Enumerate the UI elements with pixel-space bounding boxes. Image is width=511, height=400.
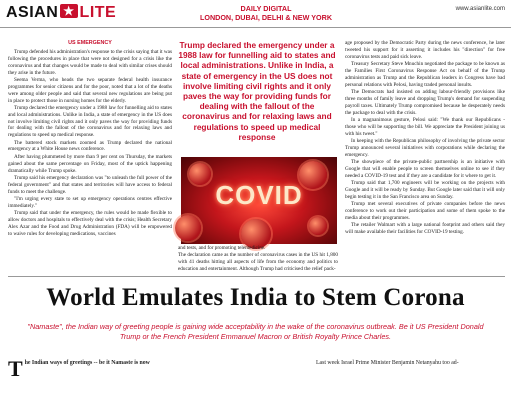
paragraph: Treasury Secretary Steve Mnuchin negotiated the package to be known as the Families First Coronavirus Response Act on behalf of the Trump administration as Trump and the Republican leaders in Congress have bad personal relations with Pelosi, having traded personal insults. <box>345 61 505 88</box>
lead-text: he Indian ways of greetings -- be it Namaste is now <box>24 360 150 366</box>
pull-quote: Trump declared the emergency under a 1988 law for funnelling aid to states and local administrations. Unlike in India, a state of emergency in the US does not involve limiting civil rights and it only paves the way for providing funds for dealing with the fallout of the coronavirus and for relaxing laws and regulations to speed up medical response <box>178 40 336 142</box>
masthead <box>0 0 511 28</box>
paragraph: Trump met several executives of private companies before the news conference to work out their participation and some of them spoke to the media about their programmes. <box>345 200 505 221</box>
section-divider <box>8 276 505 277</box>
paragraph: Trump said his emergency declaration was "to unleash the full power of the federal government" and that states and territories will have access to federal funds to meet the challenge. <box>8 174 172 195</box>
section-heading: US EMERGENCY <box>68 40 112 46</box>
paragraph: In a magnanimous gesture, Pelosi said: "We thank our Republicans - those who will be supporting the bill. We appreciate the President joining us with his tweet." <box>345 116 505 137</box>
covid-word: COVID <box>215 180 303 210</box>
paragraph <box>178 245 338 252</box>
edition-info <box>176 4 356 22</box>
paragraph: age proposed by the Democratic Party during the news conference, he later tweeted his support for it asserting it includes his "direction" for free coronavirus tests and paid sick leave. <box>345 40 505 60</box>
paragraph: The retailer Walmart with a large national footprint and others said they will make available their facilities for COVID-19 testing. <box>345 221 505 235</box>
drop-cap: T <box>8 356 23 381</box>
paragraph: Trump defended his administration's response to the crisis saying that it was following the procedures in place that were not designed for a crisis like the coronavirus and that changes would be made to deal with similar crises should they arise in the future. <box>8 48 172 76</box>
edition-title: DAILY DIGITAL <box>240 4 292 13</box>
article-lead-left <box>8 356 258 381</box>
paragraph: Trump said that 1,700 engineers will be working on the projects with Google and it will be ready by Sunday. But Google later said that it will only begin testing it in the San Francisco area on Sunday. <box>345 179 505 200</box>
article-subheading: "Namaste", the Indian way of greeting people is gaining wide acceptability in the wake of the coronavirus outbreak. Be it US President Donald Trump or the French President Emmanuel Macron or British Royalty Prince Charles. <box>27 322 484 341</box>
paragraph: Trump said that under the emergency, the rules would be made flexible to allow doctors and hospitals to effectively deal with the crisis; Health Secretary Alex Azar and the Food and Drug Administration (FDA) will be empowered to waive rules for developing medications, vaccines <box>8 209 172 237</box>
paragraph: Seema Verma, who heads the two separate federal health insurance programmes for senior citizens and for the poor, noted that a lot of the deaths were among older people and said that several new regulations are being put in place to protect those in nursing homes for the elderly. <box>8 76 172 104</box>
paragraph: Trump declared the emergency under a 1988 law for funnelling aid to states and local administrations. Unlike in India, a state of emergency in the US does not involve limiting civil rights and it only paves the way for providing funds for dealing with the fallout of the coronavirus and for relaxing laws and regulations to speed up medical response. <box>8 104 172 139</box>
edition-cities: LONDON, DUBAI, DELHI & NEW YORK <box>199 13 333 22</box>
logo[interactable] <box>6 4 116 22</box>
virus-particle-icon <box>175 215 201 241</box>
covid-illustration <box>181 157 337 244</box>
paragraph: In keeping with the Republican philosophy of involving the private sector Trump announced several initiatives with corporations while declaring the emergency. <box>345 137 505 158</box>
site-url[interactable]: www.asianlite.com <box>455 6 505 12</box>
paragraph: The showpiece of the private-public partnership is an initiative with Google that will enable people to screen themselves online to see if they needed a COVID-19 test and if they are a candidate for it where to get it. <box>345 158 505 179</box>
star-icon: ★ <box>60 4 77 18</box>
paragraph: The Democrats had insisted on adding labour-friendly provisions like three months of family leave and dropping Trump's demand for suspending payroll taxes. Ultimately Trump compromised because he desperately needs the package to deal with the crisis. <box>345 88 505 116</box>
logo-text-lite: LITE <box>79 4 117 21</box>
paragraph: The battered stock markets zoomed as Trump declared the national emergency at a White House news conference. <box>8 139 172 153</box>
paragraph: The declaration came as the number of coronavirus cases in the US hit 1,800 with 41 deaths hitting all aspects of life from the economy and politics to education and entertainment. Although Trump had criticised the relief pack- <box>178 252 338 272</box>
article-headline[interactable]: World Emulates India to Stem Corona <box>46 284 465 311</box>
article-column-1 <box>8 40 172 237</box>
virus-particle-icon <box>309 217 327 235</box>
article-lead-right: Last week Israel Prime Minister Benjamin Netanyahu too ad- <box>316 360 459 366</box>
paragraph: "I'm urging every state to set up emergency operations centres effective immediately." <box>8 195 172 209</box>
article-column-3 <box>345 40 505 235</box>
logo-text-asian: ASIAN <box>6 4 59 21</box>
paragraph-text: and tests, and for promoting telemedicine. <box>178 245 266 251</box>
paragraph: After having plummeted by more than 9 per cent on Thursday, the markets gained about the same percentage on Friday, most of the uptick happening dramatically while Trump spoke. <box>8 153 172 174</box>
